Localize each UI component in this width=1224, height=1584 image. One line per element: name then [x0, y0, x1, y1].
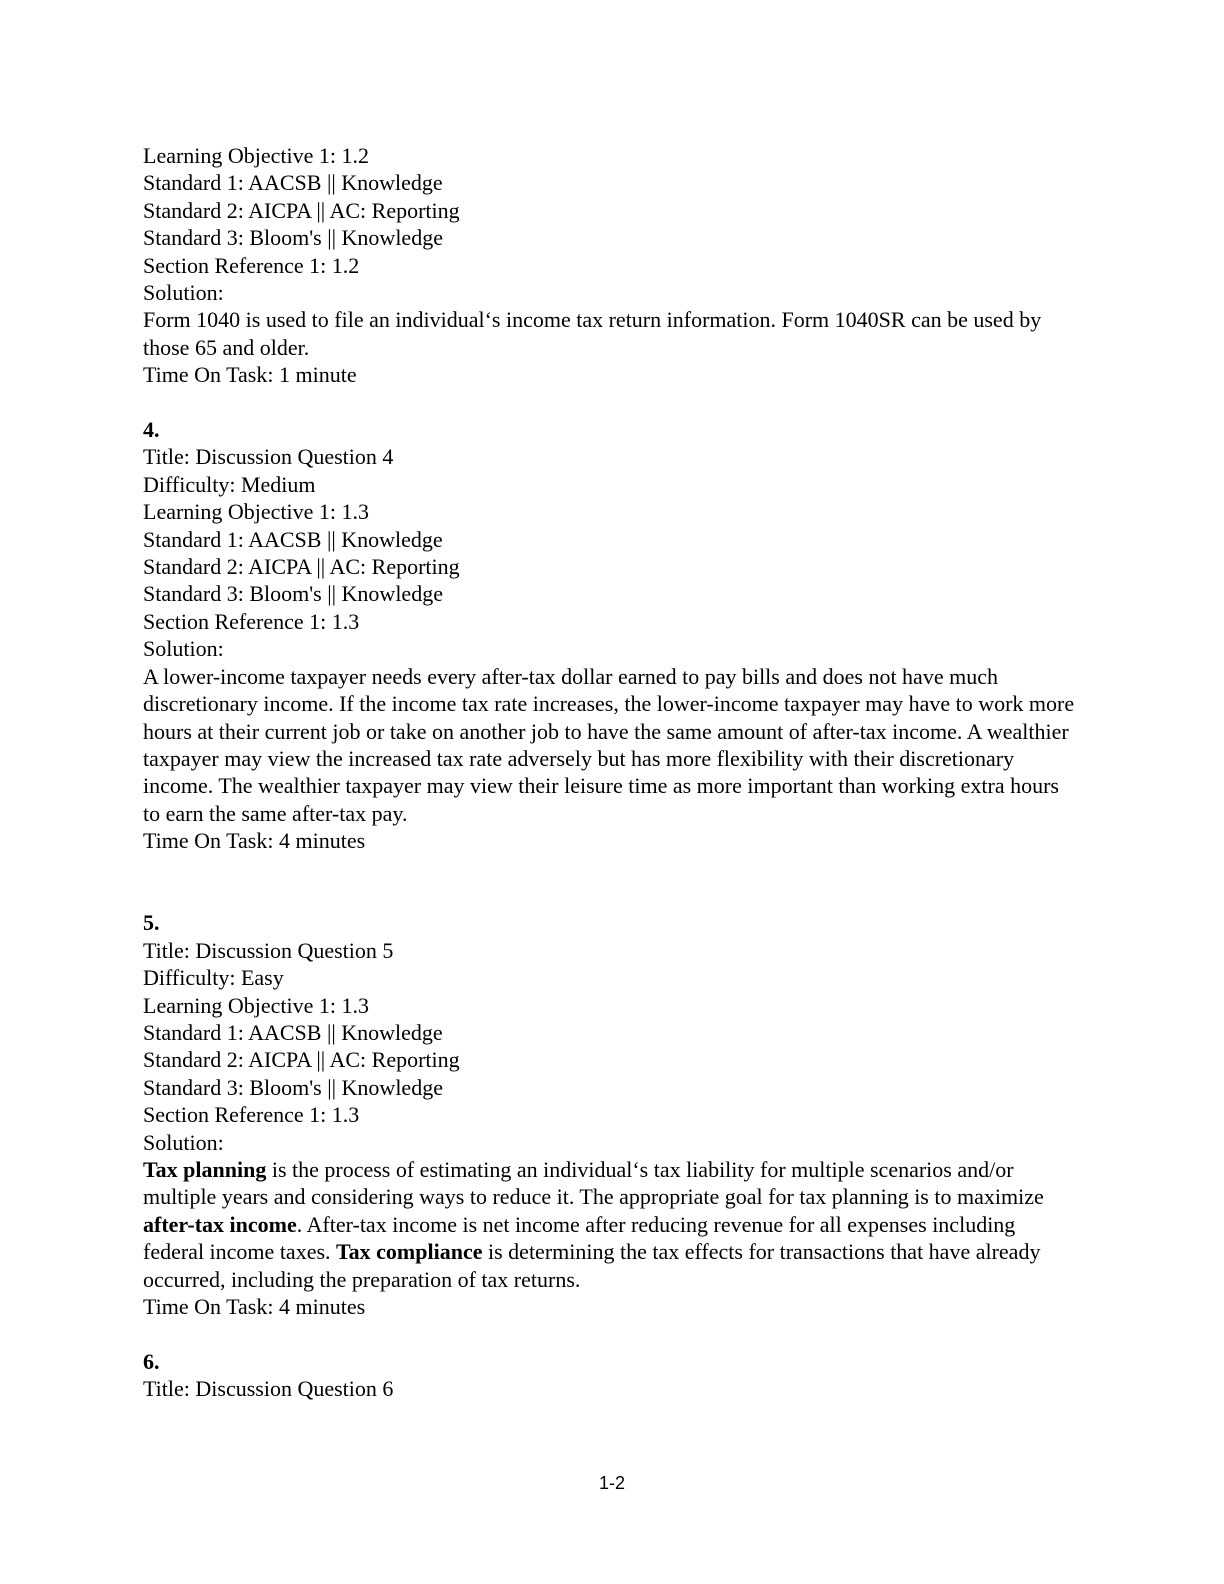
prev-learning-objective: Learning Objective 1: 1.2 — [143, 143, 370, 168]
standard-2: Standard 2: AICPA || AC: Reporting — [143, 1047, 460, 1073]
term-tax-compliance: Tax compliance — [336, 1239, 483, 1265]
prev-time-on-task: Time On Task: 1 minute — [143, 362, 357, 388]
solution-segment: is the process of estimating an individual‘s tax liability for multiple scenarios and/or multiple years and considering ways to reduce it. The appropriate goal for tax planning is to maximize — [143, 1157, 1044, 1210]
standard-1: Standard 1: AACSB || Knowledge — [143, 1019, 443, 1045]
question-title: Title: Discussion Question 6 — [143, 1376, 394, 1402]
standard-1: Standard 1: AACSB || Knowledge — [143, 526, 443, 552]
question-title: Title: Discussion Question 4 — [143, 444, 394, 470]
solution-text — [143, 1156, 1078, 1293]
standard-2: Standard 2: AICPA || AC: Reporting — [143, 554, 460, 580]
prev-standard-2: Standard 2: AICPA || AC: Reporting — [143, 197, 460, 223]
question-difficulty: Difficulty: Medium — [143, 471, 316, 497]
standard-3: Standard 3: Bloom's || Knowledge — [143, 581, 443, 607]
page-content — [143, 142, 1078, 1403]
term-after-tax-income: after-tax income — [143, 1211, 297, 1237]
section-reference: Section Reference 1: 1.3 — [143, 608, 360, 634]
page-number: 1-2 — [598, 1473, 625, 1493]
time-on-task: Time On Task: 4 minutes — [143, 1294, 366, 1320]
section-reference: Section Reference 1: 1.3 — [143, 1102, 360, 1128]
solution-label: Solution: — [143, 1129, 224, 1155]
spacer — [143, 389, 1078, 416]
prev-standard-1: Standard 1: AACSB || Knowledge — [143, 170, 443, 196]
solution-segment: is determining the tax effects for transactions that have already occurred, including the preparation of tax returns. — [143, 1239, 1041, 1292]
prev-solution-text: Form 1040 is used to file an individual‘s income tax return information. Form 1040SR can be used by those 65 and older. — [143, 307, 1042, 360]
question-number: 4. — [143, 417, 160, 443]
question-number: 6. — [143, 1348, 160, 1374]
solution-segment: . After-tax income is net income after reducing revenue for all expenses including federal income taxes. — [143, 1211, 1016, 1265]
prev-standard-3: Standard 3: Bloom's || Knowledge — [143, 225, 443, 251]
question-title: Title: Discussion Question 5 — [143, 937, 394, 963]
spacer — [143, 1320, 1078, 1347]
solution-text: A lower-income taxpayer needs every after-tax dollar earned to pay bills and does not have much discretionary income. If the income tax rate increases, the lower-income taxpayer may have to work more hours at their current job or take on another job to have the same amount of after-tax income. A wealthier taxpayer may view the increased tax rate adversely but has more flexibility with their discretionary income. The wealthier taxpayer may view their leisure time as more important than working extra hours to earn the same after-tax pay. — [143, 663, 1075, 826]
question-difficulty: Difficulty: Easy — [143, 965, 284, 991]
solution-label: Solution: — [143, 636, 224, 662]
learning-objective: Learning Objective 1: 1.3 — [143, 499, 370, 525]
term-tax-planning: Tax planning — [143, 1157, 267, 1182]
prev-solution-label: Solution: — [143, 280, 224, 306]
standard-3: Standard 3: Bloom's || Knowledge — [143, 1074, 443, 1100]
spacer — [143, 855, 1078, 910]
question-number: 5. — [143, 910, 160, 936]
learning-objective: Learning Objective 1: 1.3 — [143, 992, 370, 1018]
time-on-task: Time On Task: 4 minutes — [143, 828, 366, 854]
prev-section-reference: Section Reference 1: 1.2 — [143, 252, 360, 278]
